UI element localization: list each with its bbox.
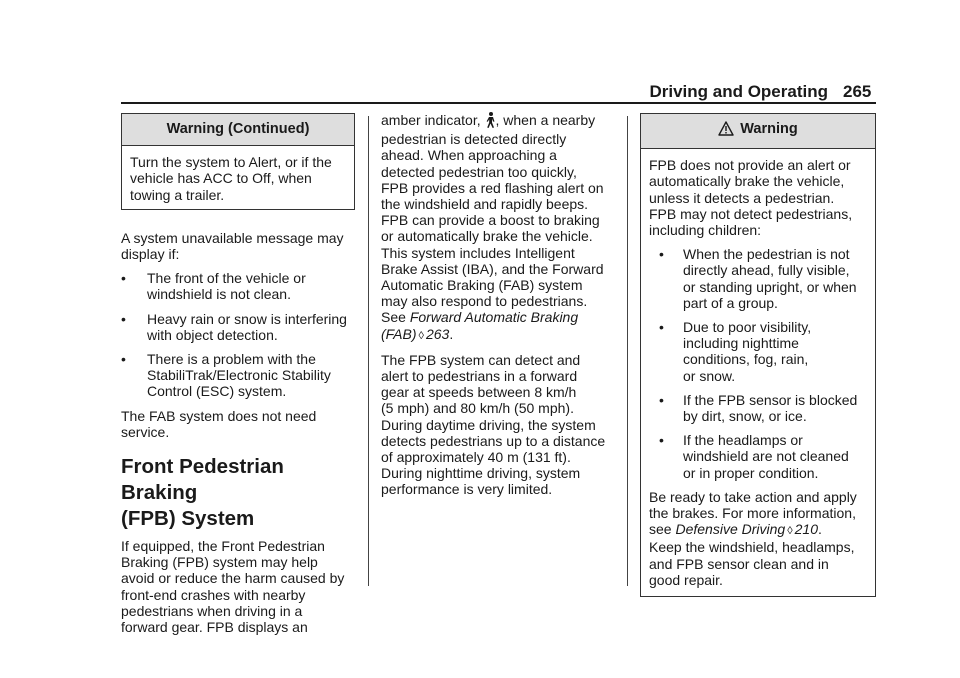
column-2 (381, 112, 619, 506)
bullet-item: • When the pedestrian is not directly ahead, fully visible, or standing upright, or when part of a group. (659, 246, 857, 311)
warning-continued-box (121, 113, 355, 210)
bullet-dot: • (659, 246, 664, 263)
fpb-description-paragraph: amber indicator, , when a nearby pedestrian is detected directly ahead. When approaching a detected pedestrian too quickly, FPB provides a red flashing alert on the windshield and rapidly beeps. FPB can provide a boost to braking or automatically brake the vehicle. This system includes Intelligent Brake Assist (IBA), and the Forward Automatic Braking (FAB) system may also respond to pedestrians. See Forward Automatic Braking (FAB) ◊ 263. (381, 112, 604, 342)
bullet-dot: • (659, 432, 664, 449)
bullet-dot: • (121, 351, 126, 368)
bullet-item: • There is a problem with the StabiliTrak/Electronic Stability Control (ESC) system. (121, 351, 331, 400)
unavailable-intro: A system unavailable message may display if: (121, 229, 344, 263)
defensive-driving-page[interactable]: 210 (794, 521, 818, 538)
warning-body: FPB does not provide an alert or automatically brake the vehicle, unless it detects a pedestrian. FPB may not detect pedestrians, including children: • When the pedestrian is not directly ahead, fully visible, or standing upright, or when part of a group. • Due to poor visibility, including nighttime conditions, fog, rain, or snow. • If the FPB sensor is blocked by dirt, snow, or ice. • If the headlamps or windshield are not cleaned or in proper condition. Be ready to take action and apply the brakes. For more information, see Defensive Driving ◊ 210. Keep the windshield, headlamps, and FPB sensor clean and in good repair. (641, 149, 875, 596)
fab-reference-link[interactable]: (FAB) (381, 325, 417, 342)
fpb-detection-paragraph: The FPB system can detect and alert to pedestrians in a forward gear at speeds between 8 km/h (5 mph) and 80 km/h (50 mph). During daytime driving, the system detects pedestrians up to a distance of approximately 40 m (131 ft). During nighttime driving, system performance is very limited. (381, 351, 606, 498)
bullet-item: • If the FPB sensor is blocked by dirt, snow, or ice. (659, 391, 858, 425)
bullet-dot: • (121, 310, 126, 327)
warning-continued-title: Warning (Continued) (122, 114, 354, 146)
bullet-dot: • (121, 270, 126, 287)
bullet-item: • Heavy rain or snow is interfering with object detection. (121, 310, 347, 343)
warning-continued-body (122, 146, 354, 209)
section-title: Driving and Operating (649, 82, 828, 101)
bullet-dot: • (659, 319, 664, 336)
warning-line: vehicle has ACC to Off, when (130, 170, 312, 187)
page-reference-icon: ◊ (418, 329, 424, 342)
section-heading: Front Pedestrian Braking (FPB) System (121, 455, 284, 531)
warning-icon (718, 121, 734, 140)
pedestrian-icon (485, 112, 496, 131)
bullet-item: • If the headlamps or windshield are not cleaned or in proper condition. (659, 432, 849, 481)
warning-line: towing a trailer. (130, 186, 225, 203)
warning-title: Warning (641, 114, 875, 149)
fab-reference-link[interactable]: Forward Automatic Braking (409, 309, 579, 326)
column-divider-1 (368, 116, 369, 586)
bullet-dot: • (659, 391, 664, 408)
fpb-intro-paragraph: If equipped, the Front Pedestrian Braking (FPB) system may help avoid or reduce the harm caused by front-end crashes with nearby pedestrians when driving in a forward gear. FPB displays an (121, 538, 345, 636)
column-3 (640, 113, 876, 597)
warning-box (640, 113, 876, 597)
column-1 (121, 113, 355, 643)
page-number: 265 (843, 82, 872, 101)
warning-line: Turn the system to Alert, or if the (130, 154, 332, 171)
fab-reference-page[interactable]: 263 (425, 325, 450, 342)
bullet-item: • The front of the vehicle or windshield is not clean. (121, 270, 306, 303)
header-rule (121, 102, 876, 104)
column-divider-2 (627, 116, 628, 586)
bullet-item: • Due to poor visibility, including nighttime conditions, fog, rain, or snow. (659, 319, 812, 384)
page-reference-icon: ◊ (787, 525, 793, 538)
service-note: The FAB system does not need service. (121, 407, 317, 440)
defensive-driving-link[interactable]: Defensive Driving (675, 521, 786, 538)
